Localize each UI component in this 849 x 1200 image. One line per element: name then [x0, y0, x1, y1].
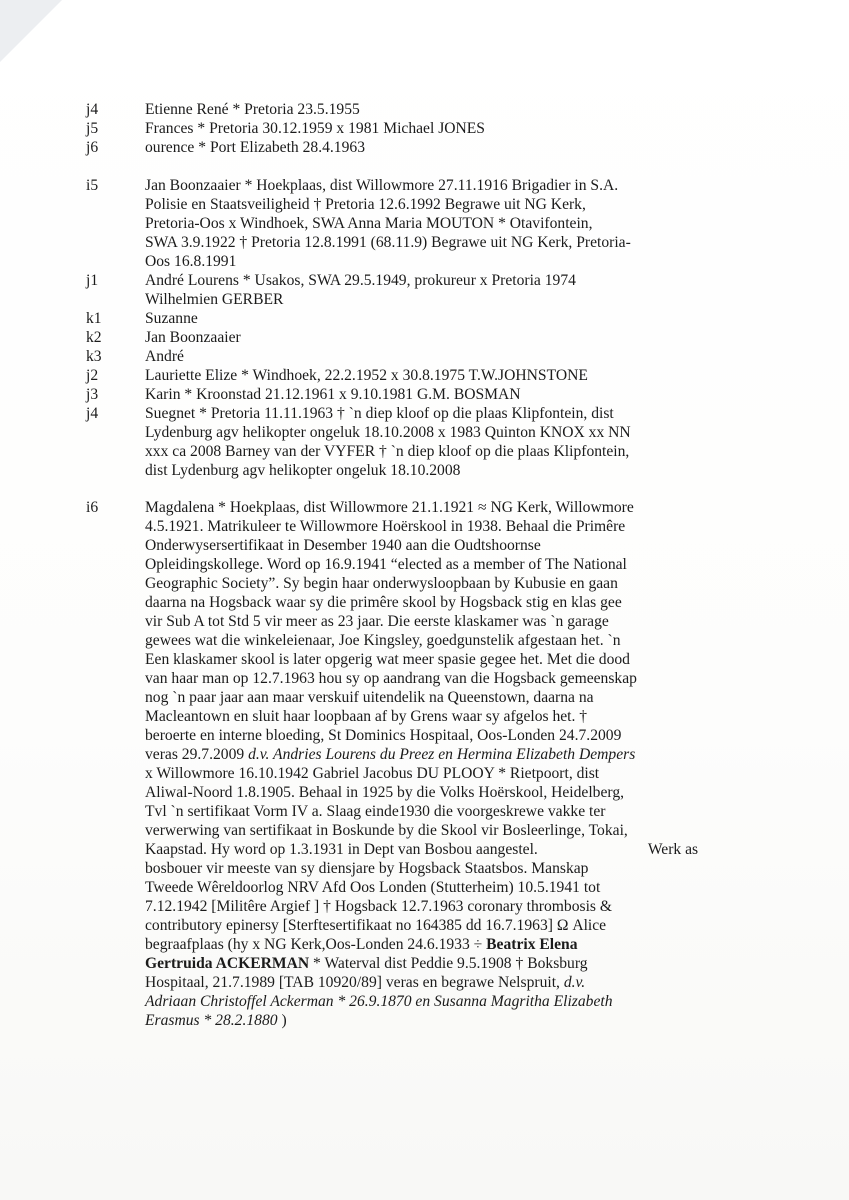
text-line: 4.5.1921. Matrikuleer te Willowmore Hoërskool in 1938. Behaal die Primêre — [145, 518, 626, 535]
text-line — [145, 992, 786, 1011]
entry-code: j4 — [86, 101, 99, 118]
text-span: veras 29.7.2009 — [145, 746, 249, 763]
text-line: Karin * Kroonstad 21.12.1961 x 9.10.1981 G.M. BOSMAN — [145, 386, 521, 403]
text-line: contributory epinersy [Sterftesertifikaat no 164385 dd 16.7.1963] Ω Alice — [145, 917, 607, 934]
text-line: SWA 3.9.1922 † Pretoria 12.8.1991 (68.11.9) Begrawe uit NG Kerk, Pretoria- — [145, 234, 631, 251]
text-line: Lauriette Elize * Windhoek, 22.2.1952 x 30.8.1975 T.W.JOHNSTONE — [145, 367, 588, 384]
text-line: Wilhelmien GERBER — [145, 291, 284, 308]
text-line: Onderwysersertifikaat in Desember 1940 aan die Oudtshoornse — [145, 537, 541, 554]
entry-text: Frances * Pretoria 30.12.1959 x 1981 Michael JONES — [145, 120, 485, 137]
text-line: Magdalena * Hoekplaas, dist Willowmore 21.1.1921 ≈ NG Kerk, Willowmore — [145, 499, 634, 516]
text-line: xxx ca 2008 Barney van der VYFER † `n diep kloof op die plaas Klipfontein, — [145, 443, 630, 460]
entry-text: ourence * Port Elizabeth 28.4.1963 — [145, 139, 365, 156]
entry-j1-andre-lourens — [86, 271, 786, 309]
text-line: daarna na Hogsback waar sy die primêre skool by Hogsback stig en klas gee — [145, 594, 622, 611]
text-line: André Lourens * Usakos, SWA 29.5.1949, prokureur x Pretoria 1974 — [145, 272, 576, 289]
text-line: vir Sub A tot Std 5 vir meer as 23 jaar. Die eerste klaskamer was `n garage — [145, 613, 609, 630]
spouse-name-bold: Gertruida ACKERMAN — [145, 955, 310, 972]
parents-italic: Adriaan Christoffel Ackerman * 26.9.1870 en Susanna Magritha Elizabeth — [145, 993, 613, 1010]
parents-italic: d.v. — [563, 974, 586, 991]
text-line — [145, 935, 786, 954]
entry-k1-suzanne — [86, 309, 786, 328]
text-span: Werk as — [647, 841, 699, 858]
text-line: Polisie en Staatsveiligheid † Pretoria 12.6.1992 Begrawe uit NG Kerk, — [145, 196, 586, 213]
entry-i6-magdalena — [86, 498, 786, 1030]
entry-j6-lourence — [86, 138, 786, 157]
text-line: bosbouer vir meeste van sy diensjare by Hogsback Staatsbos. Manskap — [145, 860, 589, 877]
text-line: Oos 16.8.1991 — [145, 253, 237, 270]
entry-code: i6 — [86, 499, 99, 516]
text-line: van haar man op 12.7.1963 hou sy op aandrang van die Hogsback gemeenskap — [145, 670, 637, 687]
text-line — [145, 1011, 786, 1030]
entry-code: k2 — [86, 329, 102, 346]
entry-i5-jan-boonzaaier — [86, 176, 786, 271]
entry-j4-suegnet — [86, 404, 786, 480]
text-line: verwerwing van sertifikaat in Boskunde by die Skool vir Bosleerlinge, Tokai, — [145, 822, 628, 839]
text-line: Opleidingskollege. Word op 16.9.1941 “elected as a member of The National — [145, 556, 627, 573]
text-span: Hospitaal, 21.7.1989 [TAB 10920/89] veras en begrawe Nelspruit, — [145, 974, 564, 991]
text-line: beroerte en interne bloeding, St Dominics Hospitaal, Oos-Londen 24.7.2009 — [145, 727, 622, 744]
text-line: 7.12.1942 [Militêre Argief ] † Hogsback 12.7.1963 coronary thrombosis & — [145, 898, 613, 915]
text-line: Lydenburg agv helikopter ongeluk 18.10.2008 x 1983 Quinton KNOX xx NN — [145, 424, 631, 441]
text-line — [145, 745, 786, 764]
entry-text-block — [145, 498, 786, 1030]
text-line — [145, 840, 786, 859]
text-line: Tvl `n sertifikaat Vorm IV a. Slaag einde1930 die voorgeskrewe vakke ter — [145, 803, 606, 820]
text-line: Een klaskamer skool is later opgerig wat meer spasie gegee het. Met die dood — [145, 651, 630, 668]
text-line: Geographic Society”. Sy begin haar onderwysloopbaan by Kubusie en gaan — [145, 575, 618, 592]
entry-j2-lauriette — [86, 366, 786, 385]
folded-corner — [0, 0, 62, 62]
entry-code: i5 — [86, 177, 99, 194]
text-line — [145, 954, 786, 973]
entry-code: k3 — [86, 348, 102, 365]
entry-j3-karin — [86, 385, 786, 404]
text-line: Tweede Wêreldoorlog NRV Afd Oos Londen (Stutterheim) 10.5.1941 tot — [145, 879, 601, 896]
entry-text: Etienne René * Pretoria 23.5.1955 — [145, 101, 360, 118]
text-line: André — [145, 348, 184, 365]
entry-k3-andre — [86, 347, 786, 366]
entry-k2-jan — [86, 328, 786, 347]
spouse-name-bold: Beatrix Elena — [486, 936, 578, 953]
entry-code: j3 — [86, 386, 99, 403]
parents-italic: d.v. Andries Lourens du Preez en Hermina Elizabeth Dempers — [248, 746, 636, 763]
entry-code: k1 — [86, 310, 102, 327]
entry-j4-etienne — [86, 100, 786, 119]
text-span: begraafplaas (hy x NG Kerk,Oos-Londen 24.6.1933 ÷ — [145, 936, 487, 953]
text-line: gewees wat die winkeleienaar, Joe Kingsley, goedgunstelik afgestaan het. `n — [145, 632, 621, 649]
entry-code: j4 — [86, 405, 99, 422]
text-line: Suegnet * Pretoria 11.11.1963 † `n diep kloof op die plaas Klipfontein, dist — [145, 405, 614, 422]
text-span: * Waterval dist Peddie 9.5.1908 † Boksburg — [309, 955, 588, 972]
text-span: ) — [277, 1012, 287, 1029]
text-line: Jan Boonzaaier * Hoekplaas, dist Willowmore 27.11.1916 Brigadier in S.A. — [145, 177, 619, 194]
text-line: Suzanne — [145, 310, 198, 327]
text-line: Aliwal-Noord 1.8.1905. Behaal in 1925 by die Volks Hoërskool, Heidelberg, — [145, 784, 625, 801]
text-line: Jan Boonzaaier — [145, 329, 241, 346]
document-body — [86, 100, 786, 1030]
parents-italic: Erasmus * 28.2.1880 — [145, 1012, 278, 1029]
text-line: nog `n paar jaar aan maar verskuif uitendelik na Queenstown, daarna na — [145, 689, 594, 706]
text-line: x Willowmore 16.10.1942 Gabriel Jacobus DU PLOOY * Rietpoort, dist — [145, 765, 600, 782]
text-line — [145, 973, 786, 992]
text-line: Macleantown en sluit haar loopbaan af by Grens waar sy afgelos het. † — [145, 708, 588, 725]
entry-j5-frances — [86, 119, 786, 138]
entry-text-block — [145, 176, 786, 271]
text-line: Pretoria-Oos x Windhoek, SWA Anna Maria MOUTON * Otavifontein, — [145, 215, 593, 232]
entry-code: j2 — [86, 367, 99, 384]
entry-code: j1 — [86, 272, 99, 289]
text-line: dist Lydenburg agv helikopter ongeluk 18.10.2008 — [145, 462, 461, 479]
entry-code: j5 — [86, 120, 99, 137]
text-span: Kaapstad. Hy word op 1.3.1931 in Dept van Bosbou aangestel. — [145, 841, 538, 858]
entry-code: j6 — [86, 139, 99, 156]
